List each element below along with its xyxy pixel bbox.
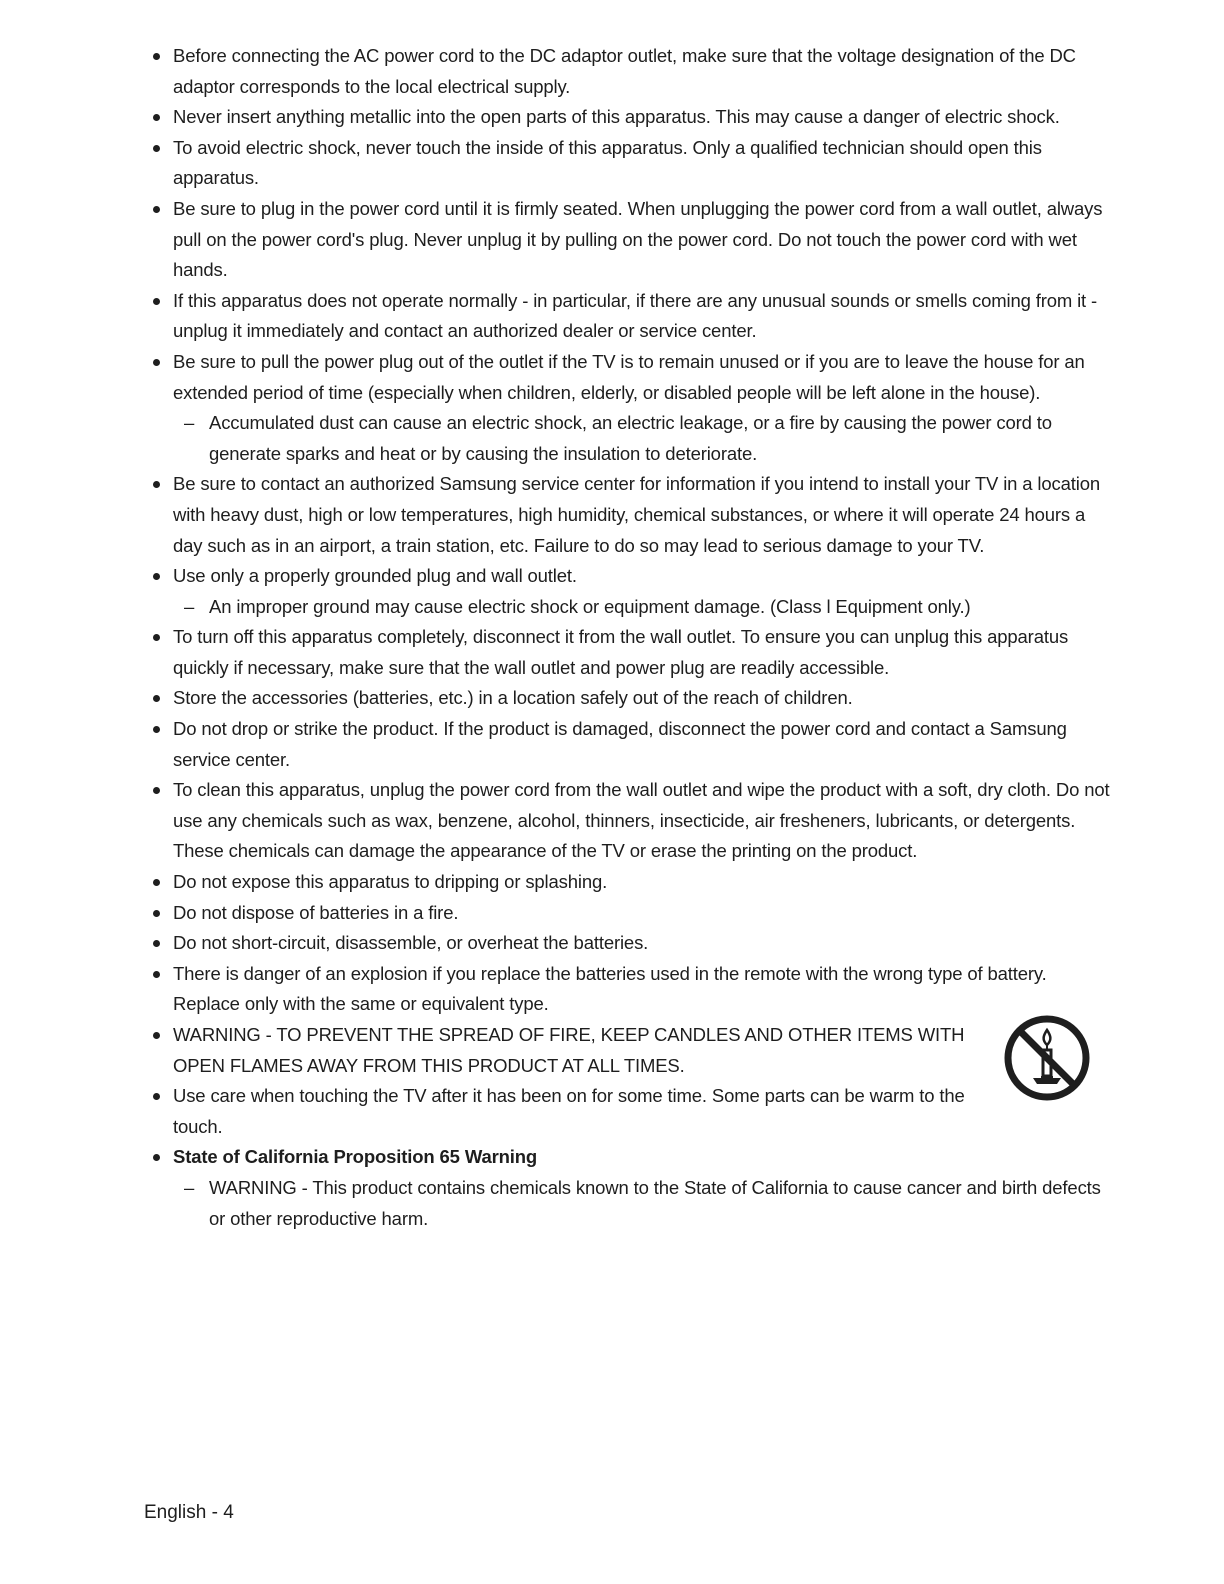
list-item: To clean this apparatus, unplug the power cord from the wall outlet and wipe the product with a soft, dry cloth. Do not use any chemicals such as wax, benzene, alcohol, thinners, insecticide, air fresheners, lubricants, or detergents. These chemicals can damage the appearance of the TV or erase the printing on the product. [150, 775, 1110, 867]
sub-item-text: An improper ground may cause electric shock or equipment damage. (Class l Equipment only.) [209, 595, 971, 617]
list-item: There is danger of an explosion if you replace the batteries used in the remote with the wrong type of battery. Replace only with the same or equivalent type. [150, 959, 1110, 1020]
list-item: Before connecting the AC power cord to the DC adaptor outlet, make sure that the voltage designation of the DC adaptor corresponds to the local electrical supply. [150, 41, 1110, 102]
list-item: Never insert anything metallic into the open parts of this apparatus. This may cause a danger of electric shock. [150, 102, 1110, 133]
list-item-fire-warning: WARNING - TO PREVENT THE SPREAD OF FIRE, KEEP CANDLES AND OTHER ITEMS WITH OPEN FLAMES AWAY FROM THIS PRODUCT AT ALL TIMES. [150, 1020, 983, 1081]
sub-item-text: Accumulated dust can cause an electric shock, an electric leakage, or a fire by causing the power cord to generate sparks and heat or by causing the insulation to deteriorate. [209, 412, 1052, 464]
sub-list-item [150, 592, 1110, 623]
list-item: Do not dispose of batteries in a fire. [150, 898, 1110, 929]
list-item: Use care when touching the TV after it has been on for some time. Some parts can be warm to the touch. [150, 1081, 983, 1142]
dash-marker: – [184, 595, 195, 617]
sub-list-item [150, 1173, 1110, 1234]
no-open-flame-icon [1003, 1014, 1091, 1102]
list-item: Do not short-circuit, disassemble, or overheat the batteries. [150, 928, 1110, 959]
list-item: Do not expose this apparatus to dripping or splashing. [150, 867, 1110, 898]
list-item: Use only a properly grounded plug and wall outlet. [150, 561, 1110, 592]
list-item: To turn off this apparatus completely, disconnect it from the wall outlet. To ensure you can unplug this apparatus quickly if necessary, make sure that the wall outlet and power plug are readily accessible. [150, 622, 1110, 683]
prop65-heading: State of California Proposition 65 Warning [150, 1142, 1110, 1173]
page-footer: English - 4 [144, 1502, 234, 1523]
list-item: To avoid electric shock, never touch the inside of this apparatus. Only a qualified technician should open this apparatus. [150, 133, 1110, 194]
sub-list-item [150, 408, 1110, 469]
safety-instructions-list [150, 41, 1110, 1234]
list-item: If this apparatus does not operate normally - in particular, if there are any unusual sounds or smells coming from it - unplug it immediately and contact an authorized dealer or service center. [150, 286, 1110, 347]
list-item: Do not drop or strike the product. If the product is damaged, disconnect the power cord and contact a Samsung service center. [150, 714, 1110, 775]
list-item: Be sure to plug in the power cord until it is firmly seated. When unplugging the power cord from a wall outlet, always pull on the power cord's plug. Never unplug it by pulling on the power cord. Do not touch the power cord with wet hands. [150, 194, 1110, 286]
dash-marker: – [184, 1176, 195, 1198]
list-item: Be sure to contact an authorized Samsung service center for information if you intend to install your TV in a location with heavy dust, high or low temperatures, high humidity, chemical substances, or where it will operate 24 hours a day such as in an airport, a train station, etc. Failure to do so may lead to serious damage to your TV. [150, 469, 1110, 561]
sub-item-text: WARNING - This product contains chemicals known to the State of California to cause cancer and birth defects or other reproductive harm. [209, 1176, 1101, 1229]
list-item: Store the accessories (batteries, etc.) in a location safely out of the reach of children. [150, 683, 1110, 714]
dash-marker: – [184, 412, 195, 434]
list-item: Be sure to pull the power plug out of the outlet if the TV is to remain unused or if you are to leave the house for an extended period of time (especially when children, elderly, or disabled people will be left alone in the house). [150, 347, 1110, 408]
